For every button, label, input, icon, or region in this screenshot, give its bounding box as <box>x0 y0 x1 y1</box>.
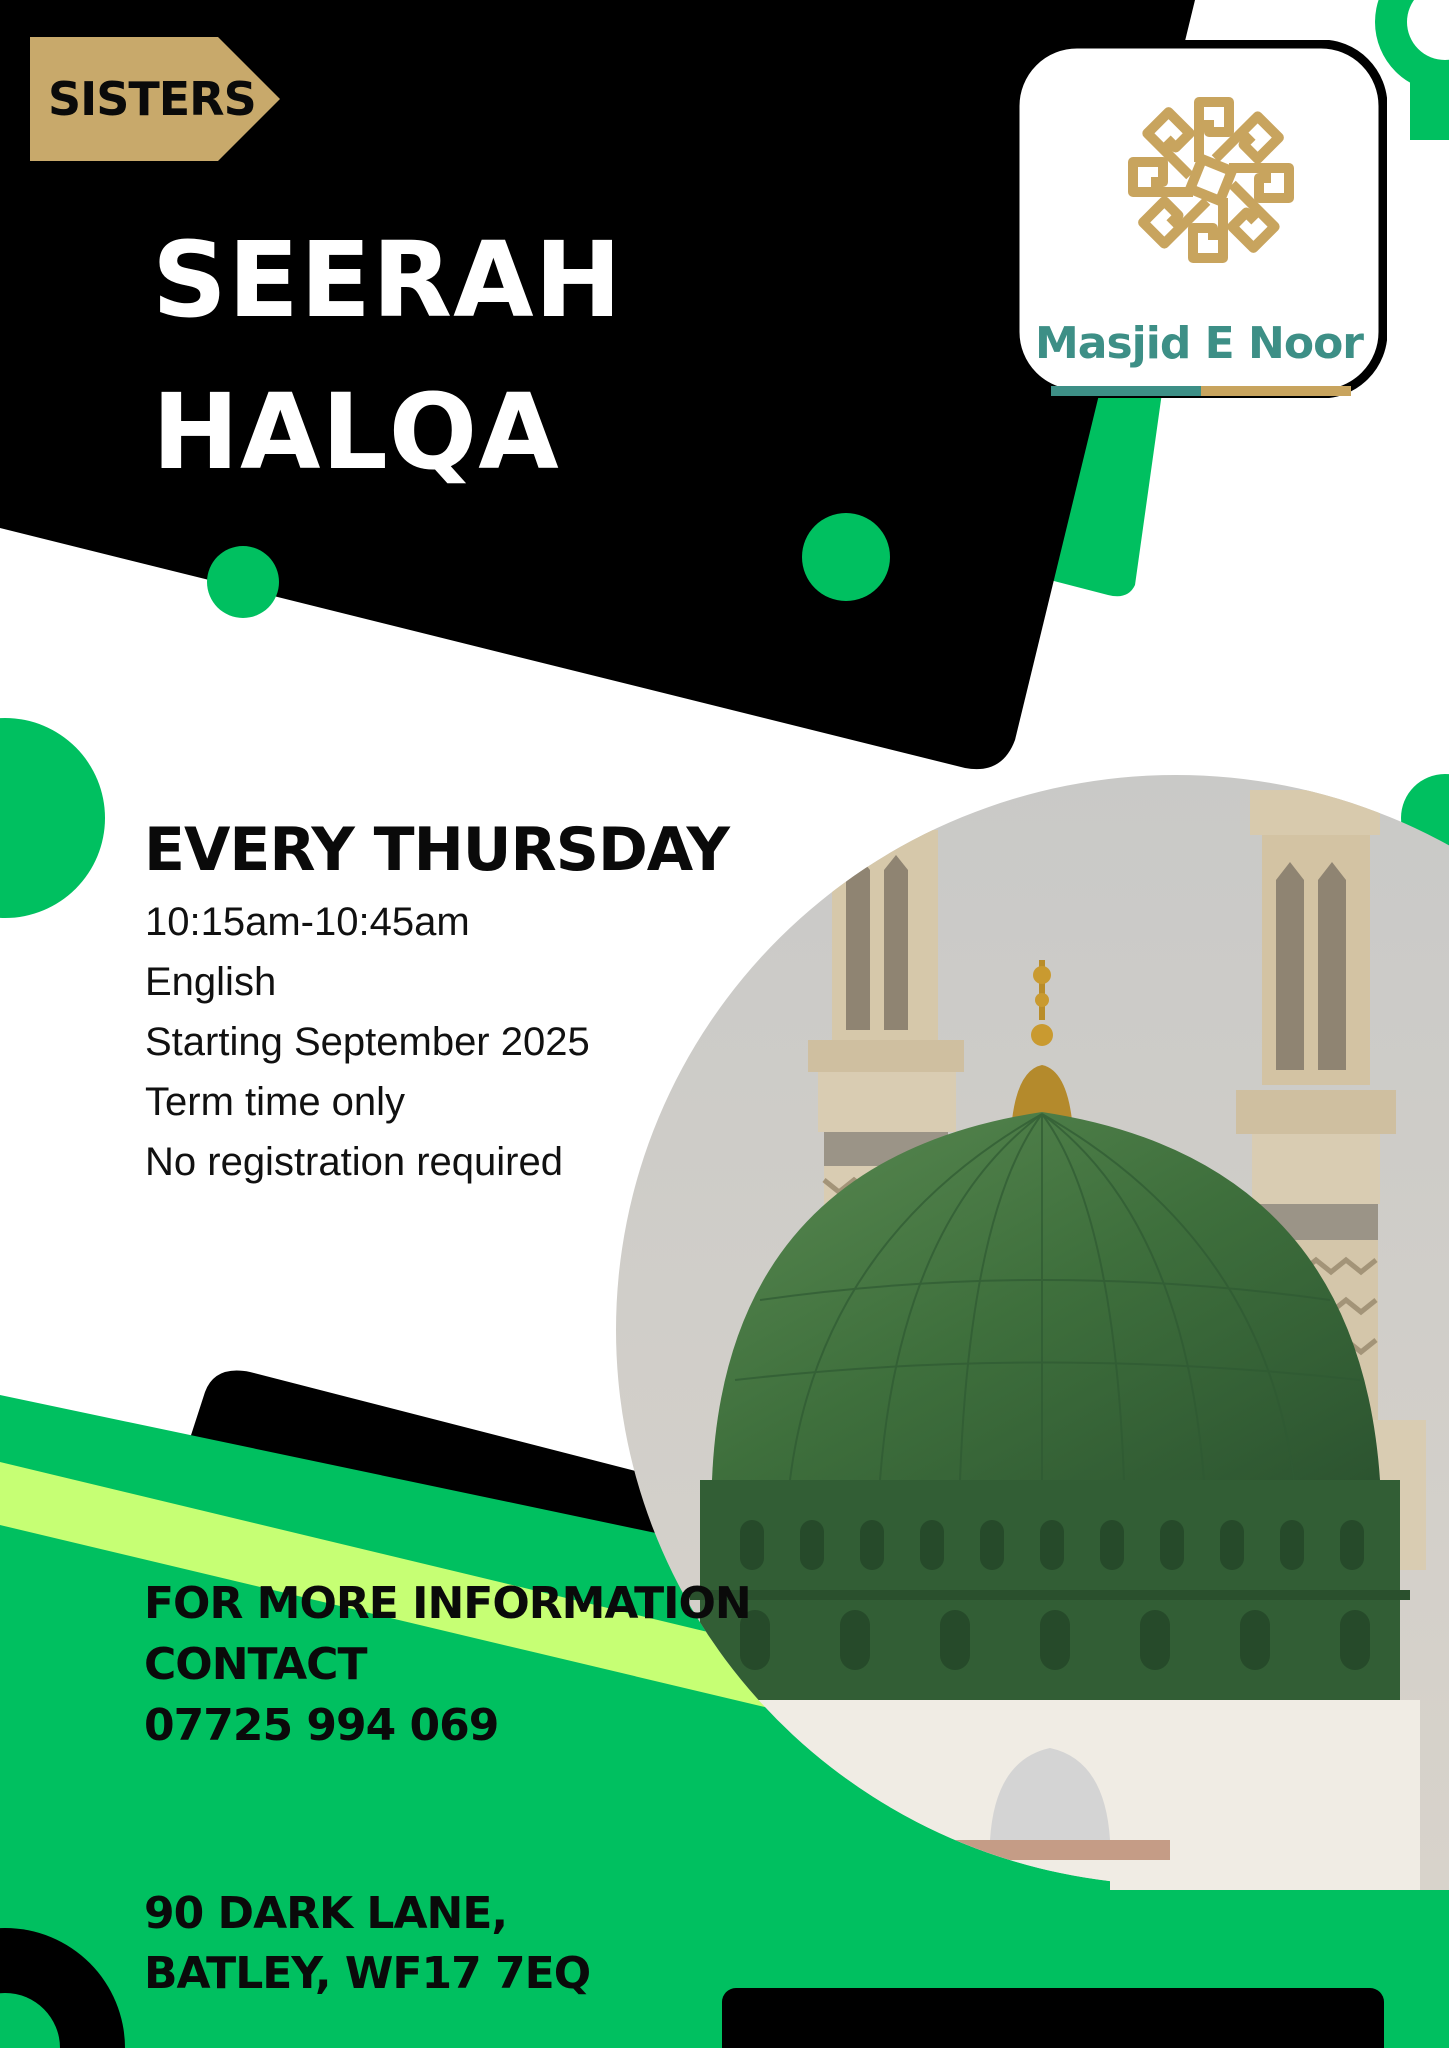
schedule-language: English <box>145 960 277 1004</box>
sisters-label: SISTERS <box>48 72 256 126</box>
event-title-line2: HALQA <box>152 371 560 493</box>
green-dot <box>207 546 279 618</box>
schedule-time: 10:15am-10:45am <box>145 900 470 944</box>
green-dot <box>802 513 890 601</box>
green-circle-left <box>0 718 105 918</box>
address-line1: 90 DARK LANE, <box>144 1888 508 1939</box>
event-title-line1: SEERAH <box>152 219 623 341</box>
address-line2: BATLEY, WF17 7EQ <box>144 1948 591 1999</box>
schedule-start: Starting September 2025 <box>145 1020 590 1064</box>
masjid-logo <box>1011 40 1387 398</box>
schedule-heading: EVERY THURSDAY <box>144 815 729 885</box>
contact-line1: FOR MORE INFORMATION <box>144 1578 751 1629</box>
logo-name: Masjid E Noor <box>1035 318 1363 369</box>
contact-phone-link[interactable]: 07725 994 069 <box>144 1700 499 1751</box>
schedule-registration: No registration required <box>145 1140 563 1184</box>
contact-line2: CONTACT <box>144 1639 367 1690</box>
black-bottom-bar <box>722 1988 1384 2048</box>
schedule-term: Term time only <box>145 1080 406 1124</box>
